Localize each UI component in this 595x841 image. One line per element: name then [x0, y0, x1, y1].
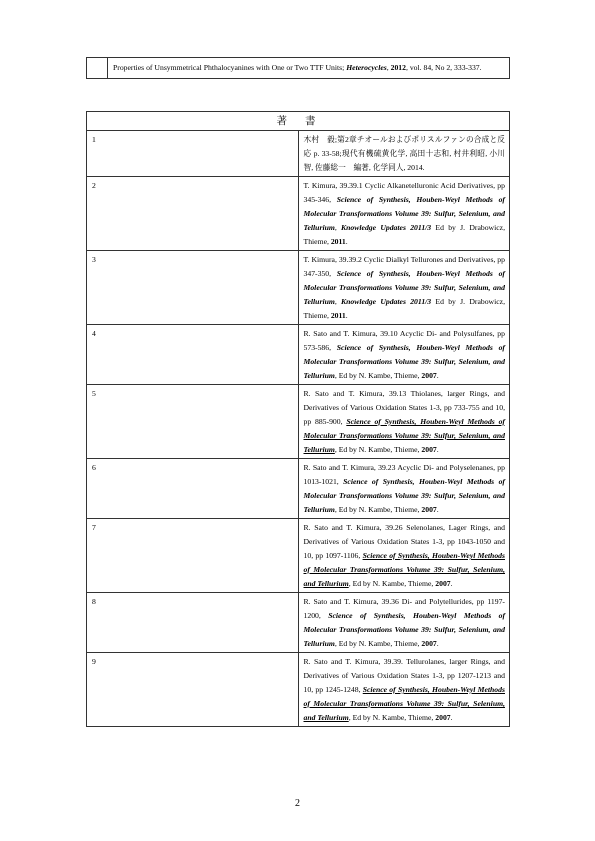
reference-emphasis: 2011 — [330, 311, 346, 320]
reference-segment: , — [334, 223, 342, 232]
books-table-body — [87, 112, 513, 727]
reference-emphasis: Science of Synthesis, Houben-Weyl Methods of Molecular Transformations Volume 39: Sulfur, Selenium, and Tellurium — [303, 195, 505, 232]
reference-segment: Properties of Unsymmetrical Phthalocyanines with One or Two TTF Units; — [113, 63, 347, 72]
books-table — [86, 111, 513, 727]
page-number: 2 — [295, 798, 300, 809]
reference-emphasis: 2011 — [330, 237, 346, 246]
reference-text — [108, 58, 510, 79]
reference-segment: , Ed by N. Kambe, Thieme, — [334, 505, 422, 514]
reference-segment: . — [436, 445, 439, 454]
reference-segment: R. Sato and T. Kimura, 39.13 Thiolanes, larger Rings, and Derivatives of Various Oxidation States 1-3, pp 733-755 and 10, pp 885-900, — [303, 389, 505, 426]
row-number: 5 — [87, 385, 299, 459]
books-heading: 著書 — [87, 112, 510, 131]
reference-segment: , — [386, 63, 391, 72]
reference-text — [298, 177, 510, 251]
row-number — [87, 58, 108, 79]
table-row — [87, 593, 510, 653]
reference-segment: , Ed by N. Kambe, Thieme, — [348, 579, 436, 588]
reference-segment: , Ed by N. Kambe, Thieme, — [348, 713, 436, 722]
reference-text — [298, 653, 510, 727]
reference-emphasis: Science of Synthesis, Houben-Weyl Methods of Molecular Transformations Volume 39: Sulfur, Selenium, and Tellurium — [303, 417, 505, 454]
row-number: 2 — [87, 177, 299, 251]
reference-segment: 木村 毅;第2章チオールおよびポリスルファンの合成と反応 p. 33-58;現代有機硫黄化学, 高田十志和, 村井利昭, 小川 智, 佐藤総一 編著, 化学同人, 2014. — [303, 135, 513, 172]
reference-emphasis: 2007 — [435, 579, 451, 588]
publication-table-body — [87, 58, 510, 79]
reference-emphasis: Science of Synthesis, Houben-Weyl Methods of Molecular Transformations Volume 39: Sulfur, Selenium, and Tellurium — [303, 611, 505, 648]
reference-emphasis: Science of Synthesis, Houben-Weyl Methods of Molecular Transformations Volume 39: Sulfur, Selenium, and Tellurium — [303, 685, 505, 722]
reference-emphasis: 2012 — [390, 63, 406, 72]
reference-segment: , Ed by N. Kambe, Thieme, — [334, 445, 422, 454]
reference-segment: . — [345, 311, 348, 320]
reference-segment: R. Sato and T. Kimura, 39.36 Di- and Polytellurides, pp 1197-1200, — [303, 597, 505, 620]
reference-emphasis: Science of Synthesis, Houben-Weyl Methods of Molecular Transformations Volume 39: Sulfur, Selenium, and Tellurium — [303, 343, 505, 380]
reference-segment: . — [436, 639, 439, 648]
reference-segment: . — [345, 237, 348, 246]
row-number: 9 — [87, 653, 299, 727]
reference-segment: . — [450, 579, 453, 588]
reference-text — [298, 385, 510, 459]
reference-emphasis: Heterocycles — [346, 63, 387, 72]
reference-segment: T. Kimura, 39.39.2 Cyclic Dialkyl Tellurones and Derivatives, pp 347-350, — [303, 255, 505, 278]
row-number: 3 — [87, 251, 299, 325]
table-row — [87, 251, 510, 325]
reference-segment: . — [450, 713, 453, 722]
reference-text — [298, 325, 510, 385]
reference-text — [298, 251, 510, 325]
books-heading-row — [87, 112, 510, 131]
reference-segment: , vol. 84, No 2, 333-337. — [405, 63, 482, 72]
reference-segment: , — [334, 297, 342, 306]
publication-table-continued — [86, 57, 510, 79]
reference-emphasis: 2007 — [421, 445, 437, 454]
reference-segment: T. Kimura, 39.39.1 Cyclic Alkanetelluronic Acid Derivatives, pp 345-346, — [303, 181, 505, 204]
row-number: 7 — [87, 519, 299, 593]
reference-emphasis: Science of Synthesis, Houben-Weyl Methods of Molecular Transformations Volume 39: Sulfur, Selenium, and Tellurium — [303, 269, 505, 306]
reference-text — [298, 131, 513, 177]
reference-segment: R. Sato and T. Kimura, 39.10 Acyclic Di- and Polysulfanes, pp 573-586, — [303, 329, 505, 352]
table-row — [87, 325, 510, 385]
reference-emphasis: 2007 — [421, 505, 437, 514]
table-row — [87, 177, 510, 251]
table-row — [87, 131, 510, 177]
table-row — [87, 58, 510, 79]
reference-segment: R. Sato and T. Kimura, 39.26 Selenolanes, Lager Rings, and Derivatives of Various Oxidation States 1-3, pp 1043-1050 and 10, pp 1097-1106, — [303, 523, 505, 560]
row-number: 6 — [87, 459, 299, 519]
reference-emphasis: Knowledge Updates 2011/3 — [341, 223, 432, 232]
reference-text — [298, 593, 510, 653]
reference-emphasis: Science of Synthesis, Houben-Weyl Methods of Molecular Transformations Volume 39: Sulfur, Selenium, and Tellurium — [303, 551, 505, 588]
reference-segment: . — [436, 505, 439, 514]
reference-emphasis: 2007 — [421, 371, 437, 380]
reference-emphasis: Knowledge Updates 2011/3 — [341, 297, 432, 306]
reference-segment: , Ed by N. Kambe, Thieme, — [334, 639, 422, 648]
reference-segment: , Ed by N. Kambe, Thieme, — [334, 371, 422, 380]
reference-emphasis: 2007 — [435, 713, 451, 722]
reference-segment: Ed by J. Drabowicz, Thieme, — [303, 297, 505, 320]
table-row — [87, 653, 510, 727]
reference-segment: . — [436, 371, 439, 380]
row-number: 1 — [87, 131, 299, 177]
reference-segment: R. Sato and T. Kimura, 39.23 Acyclic Di- and Polyselenanes, pp 1013-1021, — [303, 463, 505, 486]
reference-segment: Ed by J. Drabowicz, Thieme, — [303, 223, 505, 246]
reference-text — [298, 519, 510, 593]
table-row — [87, 385, 510, 459]
row-number: 4 — [87, 325, 299, 385]
reference-emphasis: Science of Synthesis, Houben-Weyl Methods of Molecular Transformations Volume 39: Sulfur, Selenium, and Tellurium — [303, 477, 505, 514]
reference-text — [298, 459, 510, 519]
row-number: 8 — [87, 593, 299, 653]
reference-segment: R. Sato and T. Kimura, 39.39. Tellurolanes, larger Rings, and Derivatives of Various Oxidation States 1-3, pp 1207-1213 and 10, pp 1245-1248, — [303, 657, 505, 694]
table-row — [87, 519, 510, 593]
table-row — [87, 459, 510, 519]
reference-emphasis: 2007 — [421, 639, 437, 648]
